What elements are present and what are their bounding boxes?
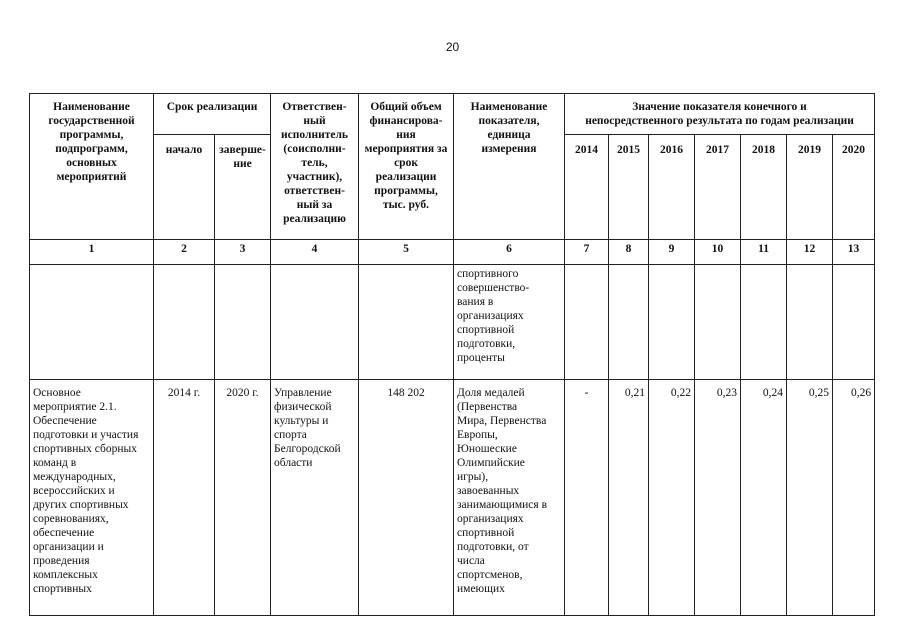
volume-cell xyxy=(359,265,454,380)
column-number: 3 xyxy=(215,240,271,265)
header-values: Значение показателя конечного и непосредственного результата по годам реализации xyxy=(565,94,875,135)
value-cell: 0,24 xyxy=(741,380,787,616)
column-number: 12 xyxy=(787,240,833,265)
column-number: 1 xyxy=(30,240,154,265)
volume-cell: 148 202 xyxy=(359,380,454,616)
column-number: 10 xyxy=(695,240,741,265)
header-year: 2020 xyxy=(833,135,875,240)
program-name-cell: Основное мероприятие 2.1. Обеспечение подготовки и участия спортивных сборных команд в международных, всероссийских и других спортивных соревнованиях, обеспечение организации и проведения комплексных спортивных xyxy=(30,380,154,616)
column-number: 6 xyxy=(454,240,565,265)
page-number: 20 xyxy=(445,40,460,54)
value-cell xyxy=(695,265,741,380)
value-cell xyxy=(741,265,787,380)
header-executor: Ответствен- ный исполнитель (соисполни- тель, участник), ответствен- ный за реализацию xyxy=(271,94,359,240)
table-row xyxy=(30,265,875,380)
value-cell xyxy=(649,265,695,380)
value-cell: - xyxy=(565,380,609,616)
value-cell xyxy=(609,265,649,380)
program-table xyxy=(29,93,875,616)
column-number: 2 xyxy=(154,240,215,265)
value-cell xyxy=(833,265,875,380)
column-number-row xyxy=(30,240,875,265)
header-indicator: Наименование показателя, единица измерения xyxy=(454,94,565,240)
header-start: начало xyxy=(154,135,215,240)
column-number: 13 xyxy=(833,240,875,265)
column-number: 8 xyxy=(609,240,649,265)
end-cell: 2020 г. xyxy=(215,380,271,616)
header-end: заверше- ние xyxy=(215,135,271,240)
header-year: 2018 xyxy=(741,135,787,240)
header-year: 2014 xyxy=(565,135,609,240)
header-volume: Общий объем финансирова- ния мероприятия за срок реализации программы, тыс. руб. xyxy=(359,94,454,240)
executor-cell: Управление физической культуры и спорта Белгородской области xyxy=(271,380,359,616)
header-year: 2017 xyxy=(695,135,741,240)
header-program-name: Наименование государственной программы, подпрограмм, основных мероприятий xyxy=(30,94,154,240)
column-number: 11 xyxy=(741,240,787,265)
value-cell: 0,26 xyxy=(833,380,875,616)
program-name-cell xyxy=(30,265,154,380)
column-number: 5 xyxy=(359,240,454,265)
header-year: 2016 xyxy=(649,135,695,240)
value-cell: 0,23 xyxy=(695,380,741,616)
column-number: 7 xyxy=(565,240,609,265)
header-year: 2015 xyxy=(609,135,649,240)
column-number: 4 xyxy=(271,240,359,265)
header-year: 2019 xyxy=(787,135,833,240)
value-cell xyxy=(565,265,609,380)
header-period: Срок реализации xyxy=(154,94,271,135)
indicator-cell: Доля медалей (Первенства Мира, Первенства Европы, Юношеские Олимпийские игры), завоеванных занимающимися в организациях спортивной подготовки, от числа спортсменов, имеющих xyxy=(454,380,565,616)
start-cell xyxy=(154,265,215,380)
start-cell: 2014 г. xyxy=(154,380,215,616)
indicator-cell: спортивного совершенство- вания в организациях спортивной подготовки, проценты xyxy=(454,265,565,380)
executor-cell xyxy=(271,265,359,380)
value-cell xyxy=(787,265,833,380)
end-cell xyxy=(215,265,271,380)
column-number: 9 xyxy=(649,240,695,265)
value-cell: 0,25 xyxy=(787,380,833,616)
table-row xyxy=(30,380,875,616)
value-cell: 0,22 xyxy=(649,380,695,616)
value-cell: 0,21 xyxy=(609,380,649,616)
